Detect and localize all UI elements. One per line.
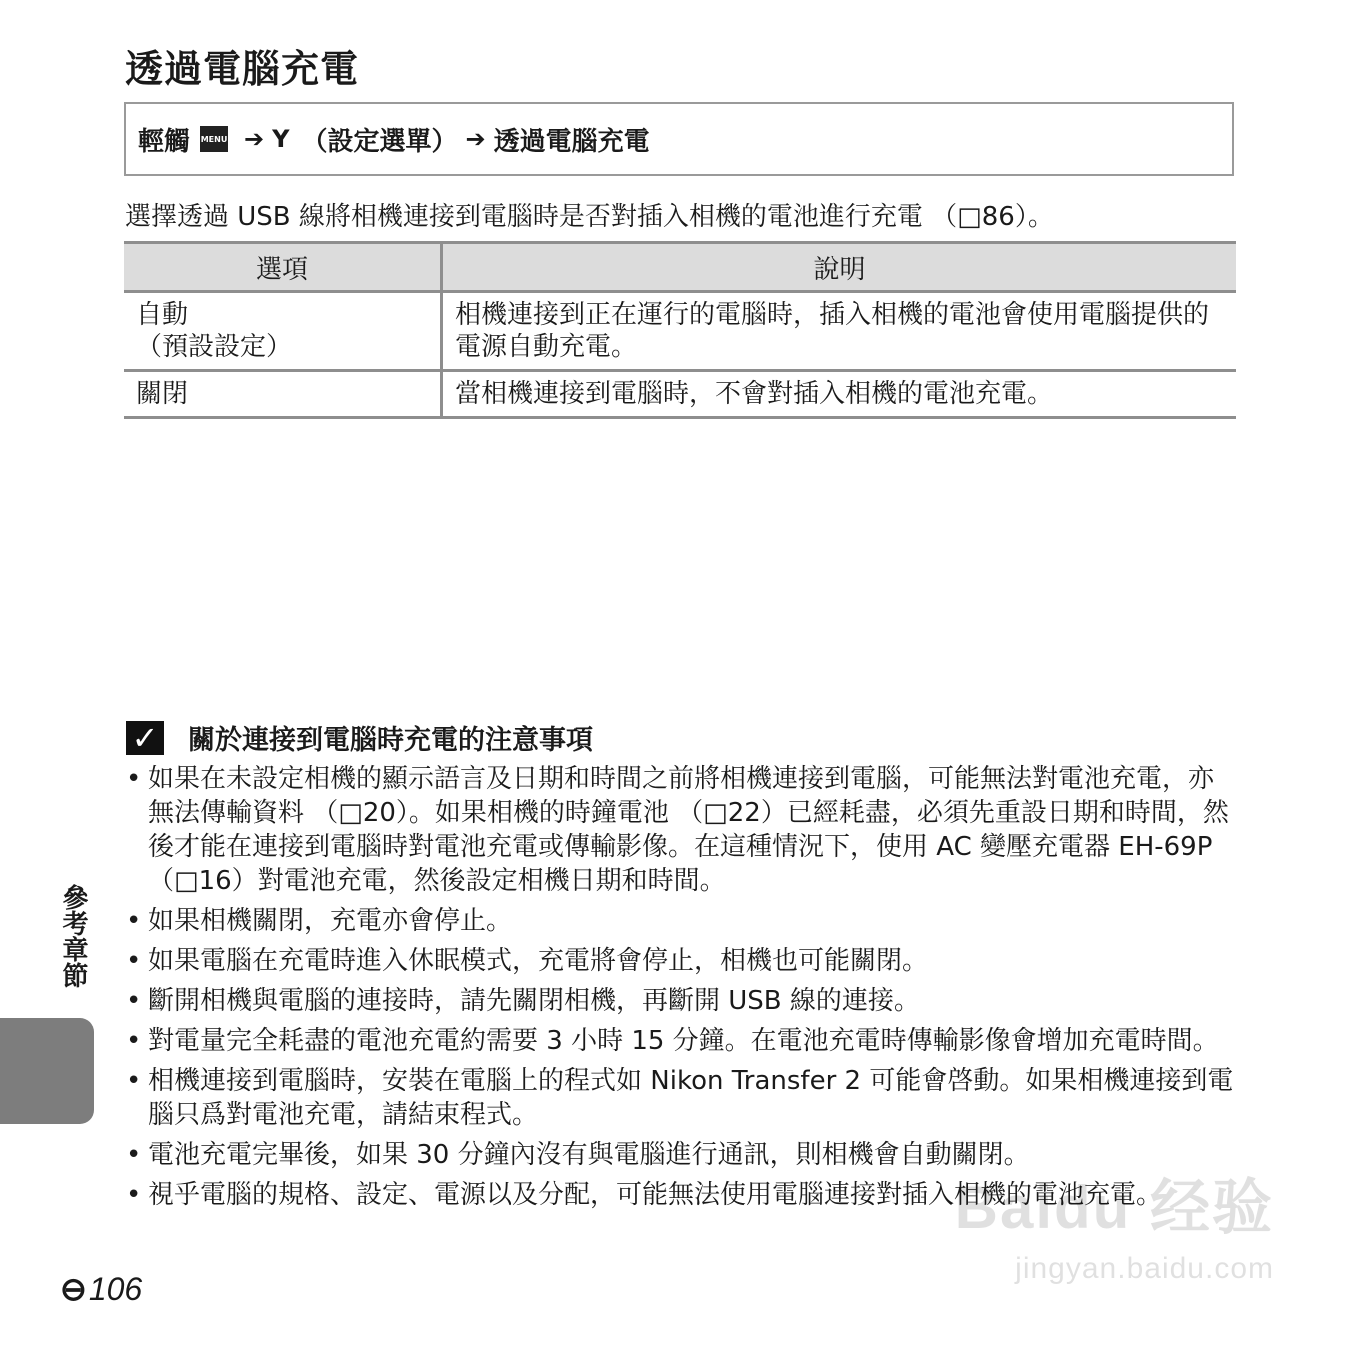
header-description: 說明 [442,243,1237,292]
note-heading [126,718,593,757]
watermark-logo: Baidu 经验 [954,1174,1274,1241]
reference-section-icon: ⊖ [60,1271,87,1307]
arrow-right-icon: ➔ [244,125,265,153]
option-name: 關閉 [136,379,189,409]
description-cell: 當相機連接到電腦時，不會對插入相機的電池充電。 [442,371,1237,418]
table-row [124,292,1236,371]
table-header-row [124,243,1236,292]
settings-menu-label: （設定選單） [301,126,458,157]
list-item: • 如果相機關閉，充電亦會停止。 [148,904,1238,938]
option-name: 自動 [136,300,189,330]
option-cell [124,292,442,371]
list-item: • 斷開相機與電腦的連接時，請先關閉相機，再斷開 USB 線的連接。 [148,984,1238,1018]
list-item: • 相機連接到電腦時，安裝在電腦上的程式如 Nikon Transfer 2 可能會啓動。如果相機連接到電腦只爲對電池充電，請結束程式。 [148,1064,1238,1132]
menu-icon: MENU [200,126,228,152]
options-table [124,241,1236,419]
list-item: • 視乎電腦的規格、設定、電源以及分配，可能無法使用電腦連接對插入相機的電池充電。 [148,1178,1238,1212]
arrow-right-icon: ➔ [465,125,486,153]
description-cell: 相機連接到正在運行的電腦時，插入相機的電池會使用電腦提供的電源自動充電。 [442,292,1237,371]
page-number [60,1270,142,1308]
list-item: • 電池充電完畢後，如果 30 分鐘內沒有與電腦進行通訊，則相機會自動關閉。 [148,1138,1238,1172]
tap-label: 輕觸 [138,126,191,157]
check-icon: ✓ [126,721,164,755]
menu-path-box [124,102,1234,176]
wrench-icon: Y [272,125,290,153]
watermark-url: jingyan.baidu.com [1015,1252,1274,1285]
option-cell [124,371,442,418]
intro-text: 選擇透過 USB 線將相機連接到電腦時是否對插入相機的電池進行充電 （□86）。 [125,202,1054,232]
page-number-value: 106 [88,1270,143,1307]
header-option: 選項 [124,243,442,292]
option-default-label: （預設設定） [136,332,293,362]
table-row [124,371,1236,418]
list-item: • 對電量完全耗盡的電池充電約需要 3 小時 15 分鐘。在電池充電時傳輸影像會增加充電時間。 [148,1024,1238,1058]
section-side-label: 參考章節 [58,884,88,988]
list-item: • 如果電腦在充電時進入休眠模式，充電將會停止，相機也可能關閉。 [148,944,1238,978]
list-item: • 如果在未設定相機的顯示語言及日期和時間之前將相機連接到電腦，可能無法對電池充電，亦無法傳輸資料 （□20）。如果相機的時鐘電池 （□22）已經耗盡，必須先重設日期和時間，然後才能在連接到電腦時對電池充電或傳輸影像。在這種情況下，使用 AC 變壓充電器 EH-69P （□16）對電池充電，然後設定相機日期和時間。 [148,762,1238,898]
watermark [954,1160,1274,1310]
note-title: 關於連接到電腦時充電的注意事項 [188,725,593,756]
page-title: 透過電腦充電 [125,47,360,91]
notes-list [148,762,1238,1218]
target-item-label: 透過電腦充電 [493,126,650,157]
section-tab [0,1018,94,1124]
